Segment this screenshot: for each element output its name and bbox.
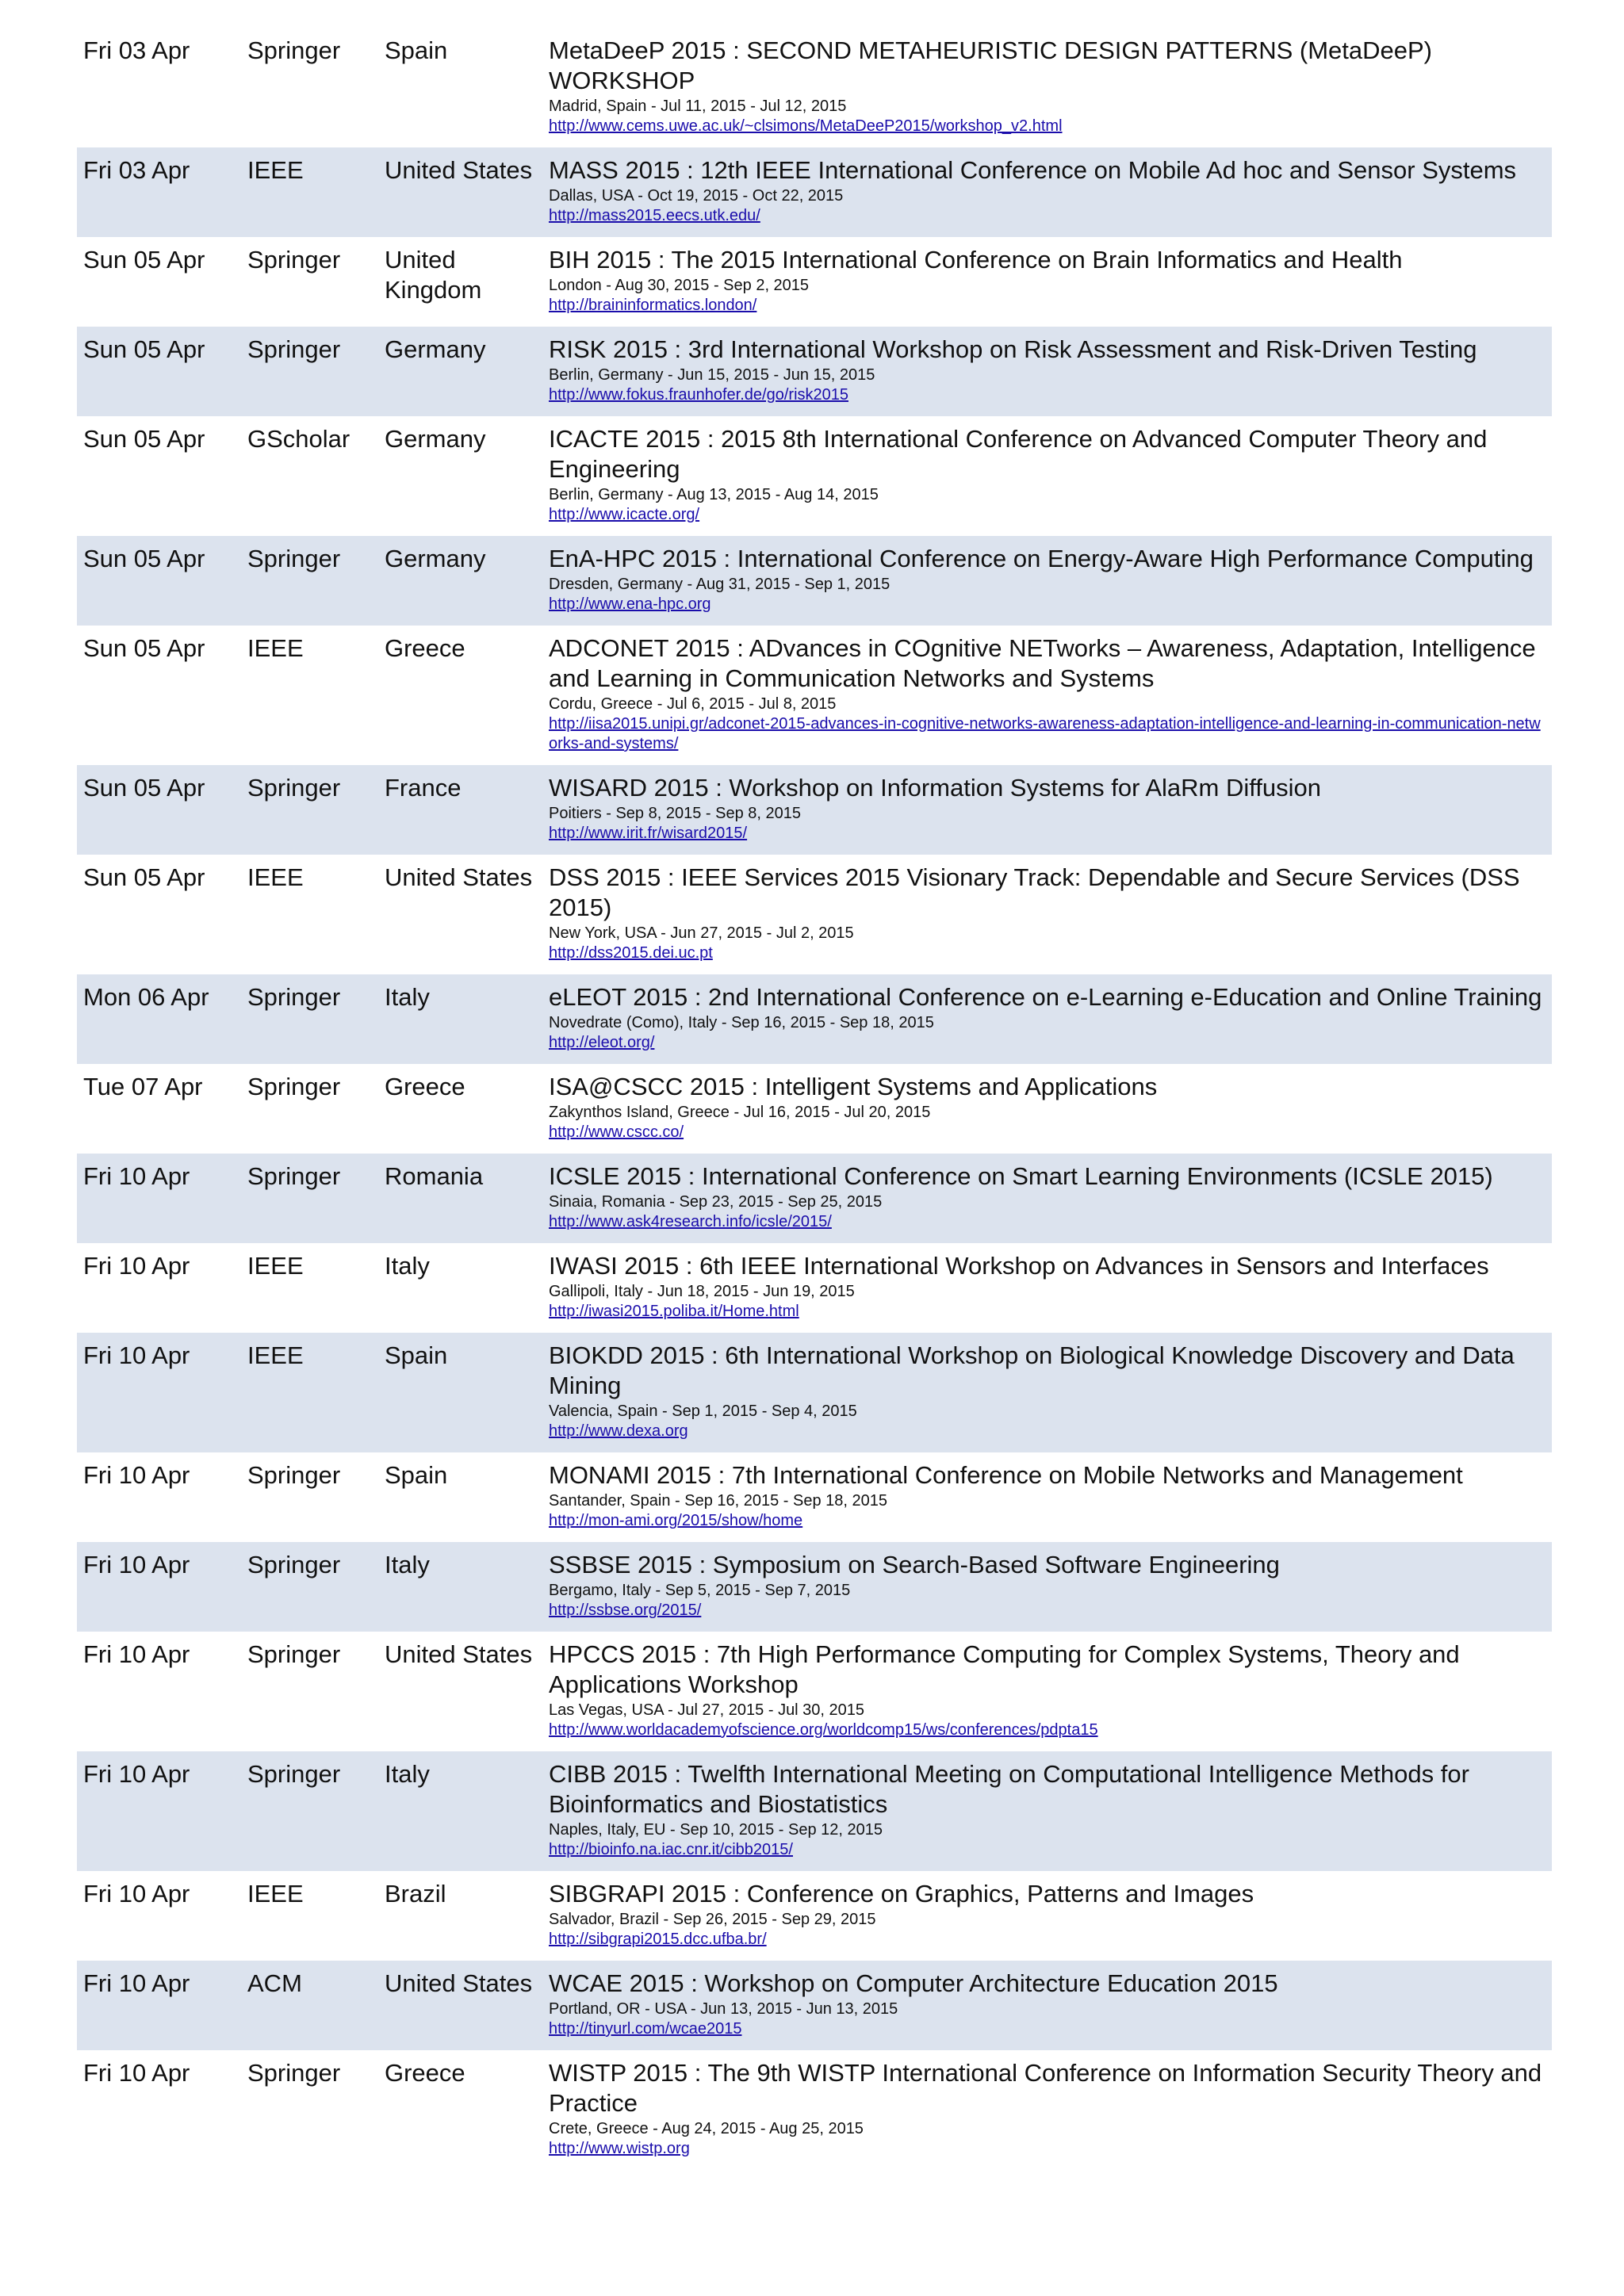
event-cell: [549, 1751, 1552, 1871]
publisher: Springer: [247, 246, 341, 274]
event-location-dates: Cordu, Greece - Jul 6, 2015 - Jul 8, 2015: [549, 695, 837, 713]
event-cell: [549, 237, 1552, 327]
conference-table-body: [77, 28, 1552, 2170]
table-row: [77, 1064, 1552, 1154]
country-cell: [385, 626, 549, 765]
country: United States: [385, 1640, 533, 1668]
country: Italy: [385, 1252, 430, 1280]
country: Italy: [385, 1551, 430, 1578]
deadline-date: Fri 10 Apr: [83, 1341, 190, 1369]
event-location-dates: Crete, Greece - Aug 24, 2015 - Aug 25, 2015: [549, 2120, 864, 2137]
publisher: IEEE: [247, 1880, 304, 1908]
publisher-cell: [247, 626, 385, 765]
event-link[interactable]: http://www.cems.uwe.ac.uk/~clsimons/MetaDeeP2015/workshop_v2.html: [549, 117, 1063, 135]
event-cell: [549, 28, 1552, 147]
country: Italy: [385, 1760, 430, 1788]
publisher: Springer: [247, 36, 341, 64]
event-location-dates: London - Aug 30, 2015 - Sep 2, 2015: [549, 277, 810, 294]
publisher: IEEE: [247, 1252, 304, 1280]
publisher-cell: [247, 416, 385, 536]
event-link[interactable]: http://www.icacte.org/: [549, 506, 700, 523]
event-cell: [549, 1064, 1552, 1154]
publisher-cell: [247, 327, 385, 416]
date-cell: [77, 1154, 247, 1243]
event-location-dates: Bergamo, Italy - Sep 5, 2015 - Sep 7, 2015: [549, 1582, 851, 1599]
date-cell: [77, 147, 247, 237]
event-location-dates: Dallas, USA - Oct 19, 2015 - Oct 22, 2015: [549, 187, 844, 205]
deadline-date: Fri 10 Apr: [83, 1760, 190, 1788]
event-location-dates: Madrid, Spain - Jul 11, 2015 - Jul 12, 2015: [549, 98, 847, 115]
date-cell: [77, 1243, 247, 1333]
publisher: Springer: [247, 545, 341, 572]
event-cell: [549, 147, 1552, 237]
event-title: SSBSE 2015 : Symposium on Search-Based Software Engineering: [549, 1551, 1280, 1578]
table-row: [77, 1243, 1552, 1333]
event-location-dates: Poitiers - Sep 8, 2015 - Sep 8, 2015: [549, 805, 801, 822]
event-link[interactable]: http://www.dexa.org: [549, 1422, 688, 1440]
table-row: [77, 1632, 1552, 1751]
event-link[interactable]: http://www.ena-hpc.org: [549, 595, 711, 613]
event-link[interactable]: http://www.fokus.fraunhofer.de/go/risk2015: [549, 386, 848, 404]
event-cell: [549, 974, 1552, 1064]
date-cell: [77, 765, 247, 855]
publisher: Springer: [247, 1073, 341, 1100]
publisher-cell: [247, 974, 385, 1064]
publisher-cell: [247, 1751, 385, 1871]
country-cell: [385, 147, 549, 237]
event-title: WCAE 2015 : Workshop on Computer Architecture Education 2015: [549, 1969, 1278, 1997]
publisher-cell: [247, 237, 385, 327]
country: United States: [385, 1969, 533, 1997]
deadline-date: Fri 10 Apr: [83, 1640, 190, 1668]
event-cell: [549, 1243, 1552, 1333]
event-cell: [549, 1542, 1552, 1632]
event-cell: [549, 536, 1552, 626]
publisher: Springer: [247, 1162, 341, 1190]
publisher-cell: [247, 1542, 385, 1632]
event-title: WISARD 2015 : Workshop on Information Systems for AlaRm Diffusion: [549, 774, 1322, 802]
country-cell: [385, 1452, 549, 1542]
publisher-cell: [247, 1961, 385, 2050]
event-location-dates: Sinaia, Romania - Sep 23, 2015 - Sep 25, 2015: [549, 1193, 883, 1211]
country: United States: [385, 156, 533, 184]
date-cell: [77, 974, 247, 1064]
deadline-date: Tue 07 Apr: [83, 1073, 203, 1100]
date-cell: [77, 1871, 247, 1961]
table-row: [77, 536, 1552, 626]
country: Germany: [385, 425, 486, 453]
event-link[interactable]: http://mass2015.eecs.utk.edu/: [549, 207, 760, 224]
deadline-date: Fri 10 Apr: [83, 1252, 190, 1280]
publisher: Springer: [247, 335, 341, 363]
table-row: [77, 1751, 1552, 1871]
deadline-date: Sun 05 Apr: [83, 634, 205, 662]
publisher-cell: [247, 536, 385, 626]
publisher-cell: [247, 1154, 385, 1243]
country: Greece: [385, 634, 465, 662]
country-cell: [385, 28, 549, 147]
deadline-date: Sun 05 Apr: [83, 774, 205, 802]
event-link[interactable]: http://iwasi2015.poliba.it/Home.html: [549, 1303, 799, 1320]
country: Brazil: [385, 1880, 446, 1908]
table-row: [77, 855, 1552, 974]
event-location-dates: Portland, OR - USA - Jun 13, 2015 - Jun 13, 2015: [549, 2000, 898, 2018]
event-title: ISA@CSCC 2015 : Intelligent Systems and Applications: [549, 1073, 1158, 1100]
publisher: GScholar: [247, 425, 350, 453]
table-row: [77, 1452, 1552, 1542]
event-title: IWASI 2015 : 6th IEEE International Workshop on Advances in Sensors and Interfaces: [549, 1252, 1489, 1280]
event-cell: [549, 765, 1552, 855]
country: Spain: [385, 1461, 448, 1489]
event-cell: [549, 626, 1552, 765]
event-link[interactable]: http://iisa2015.unipi.gr/adconet-2015-advances-in-cognitive-networks-awareness-adaptation-intelligence-and-learning-in-communication-networks-and-systems/: [549, 715, 1541, 752]
date-cell: [77, 1961, 247, 2050]
event-cell: [549, 855, 1552, 974]
country-cell: [385, 1243, 549, 1333]
publisher: Springer: [247, 1640, 341, 1668]
event-link[interactable]: http://tinyurl.com/wcae2015: [549, 2020, 742, 2038]
event-link[interactable]: http://bioinfo.na.iac.cnr.it/cibb2015/: [549, 1841, 793, 1858]
event-title: eLEOT 2015 : 2nd International Conference on e-Learning e-Education and Online Training: [549, 983, 1542, 1011]
country: France: [385, 774, 462, 802]
table-row: [77, 626, 1552, 765]
country-cell: [385, 1871, 549, 1961]
event-location-dates: Las Vegas, USA - Jul 27, 2015 - Jul 30, 2015: [549, 1701, 865, 1719]
country-cell: [385, 1064, 549, 1154]
event-title: BIOKDD 2015 : 6th International Workshop on Biological Knowledge Discovery and Data Mining: [549, 1341, 1515, 1399]
country: United Kingdom: [385, 246, 482, 304]
country-cell: [385, 416, 549, 536]
date-cell: [77, 2050, 247, 2170]
country: Germany: [385, 335, 486, 363]
date-cell: [77, 416, 247, 536]
event-title: DSS 2015 : IEEE Services 2015 Visionary Track: Dependable and Secure Services (DSS 2015): [549, 863, 1520, 921]
deadline-date: Sun 05 Apr: [83, 335, 205, 363]
table-row: [77, 1333, 1552, 1452]
country: Greece: [385, 1073, 465, 1100]
publisher-cell: [247, 855, 385, 974]
date-cell: [77, 1542, 247, 1632]
deadline-date: Fri 10 Apr: [83, 1461, 190, 1489]
event-link[interactable]: http://ssbse.org/2015/: [549, 1601, 702, 1619]
event-title: SIBGRAPI 2015 : Conference on Graphics, Patterns and Images: [549, 1880, 1254, 1908]
country: Spain: [385, 1341, 448, 1369]
country: Greece: [385, 2059, 465, 2087]
date-cell: [77, 1632, 247, 1751]
publisher: IEEE: [247, 1341, 304, 1369]
date-cell: [77, 1064, 247, 1154]
date-cell: [77, 237, 247, 327]
table-row: [77, 1542, 1552, 1632]
deadline-date: Sun 05 Apr: [83, 246, 205, 274]
conference-table: [77, 28, 1552, 2170]
date-cell: [77, 1452, 247, 1542]
publisher: Springer: [247, 2059, 341, 2087]
event-link[interactable]: http://mon-ami.org/2015/show/home: [549, 1512, 803, 1529]
deadline-date: Fri 10 Apr: [83, 1162, 190, 1190]
event-title: ICSLE 2015 : International Conference on Smart Learning Environments (ICSLE 2015): [549, 1162, 1493, 1190]
event-link[interactable]: http://sibgrapi2015.dcc.ufba.br/: [549, 1931, 767, 1948]
table-row: [77, 147, 1552, 237]
publisher-cell: [247, 1064, 385, 1154]
event-location-dates: Berlin, Germany - Jun 15, 2015 - Jun 15, 2015: [549, 366, 875, 384]
publisher: Springer: [247, 774, 341, 802]
event-location-dates: Zakynthos Island, Greece - Jul 16, 2015 - Jul 20, 2015: [549, 1104, 931, 1121]
country-cell: [385, 765, 549, 855]
event-link[interactable]: http://braininformatics.london/: [549, 297, 757, 314]
event-link[interactable]: http://www.cscc.co/: [549, 1123, 684, 1141]
country-cell: [385, 1632, 549, 1751]
event-cell: [549, 1154, 1552, 1243]
publisher-cell: [247, 2050, 385, 2170]
event-cell: [549, 1333, 1552, 1452]
publisher-cell: [247, 1452, 385, 1542]
event-link[interactable]: http://dss2015.dei.uc.pt: [549, 944, 713, 962]
event-title: ICACTE 2015 : 2015 8th International Conference on Advanced Computer Theory and Engineering: [549, 425, 1488, 483]
event-cell: [549, 1632, 1552, 1751]
country: Romania: [385, 1162, 484, 1190]
event-cell: [549, 1452, 1552, 1542]
publisher: IEEE: [247, 156, 304, 184]
event-location-dates: Berlin, Germany - Aug 13, 2015 - Aug 14, 2015: [549, 486, 879, 503]
event-location-dates: Santander, Spain - Sep 16, 2015 - Sep 18, 2015: [549, 1492, 887, 1510]
deadline-date: Fri 03 Apr: [83, 156, 190, 184]
event-link[interactable]: http://www.ask4research.info/icsle/2015/: [549, 1213, 832, 1230]
deadline-date: Sun 05 Apr: [83, 545, 205, 572]
event-location-dates: Naples, Italy, EU - Sep 10, 2015 - Sep 12, 2015: [549, 1821, 883, 1839]
table-row: [77, 1961, 1552, 2050]
table-row: [77, 237, 1552, 327]
country-cell: [385, 2050, 549, 2170]
event-link[interactable]: http://www.worldacademyofscience.org/worldcomp15/ws/conferences/pdpta15: [549, 1721, 1098, 1739]
event-title: RISK 2015 : 3rd International Workshop on Risk Assessment and Risk-Driven Testing: [549, 335, 1477, 363]
event-link[interactable]: http://www.wistp.org: [549, 2140, 690, 2157]
deadline-date: Fri 10 Apr: [83, 1969, 190, 1997]
table-row: [77, 28, 1552, 147]
event-link[interactable]: http://www.irit.fr/wisard2015/: [549, 825, 748, 842]
date-cell: [77, 327, 247, 416]
publisher: IEEE: [247, 863, 304, 891]
event-title: HPCCS 2015 : 7th High Performance Computing for Complex Systems, Theory and Applications Workshop: [549, 1640, 1460, 1698]
deadline-date: Mon 06 Apr: [83, 983, 209, 1011]
publisher: Springer: [247, 1461, 341, 1489]
country-cell: [385, 1542, 549, 1632]
date-cell: [77, 1333, 247, 1452]
publisher-cell: [247, 1871, 385, 1961]
event-cell: [549, 327, 1552, 416]
event-title: MASS 2015 : 12th IEEE International Conference on Mobile Ad hoc and Sensor Systems: [549, 156, 1517, 184]
date-cell: [77, 626, 247, 765]
event-cell: [549, 1961, 1552, 2050]
publisher-cell: [247, 28, 385, 147]
event-location-dates: Dresden, Germany - Aug 31, 2015 - Sep 1, 2015: [549, 576, 891, 593]
deadline-date: Sun 05 Apr: [83, 425, 205, 453]
date-cell: [77, 1751, 247, 1871]
publisher-cell: [247, 765, 385, 855]
publisher: Springer: [247, 1551, 341, 1578]
publisher: IEEE: [247, 634, 304, 662]
event-title: BIH 2015 : The 2015 International Conference on Brain Informatics and Health: [549, 246, 1403, 274]
event-location-dates: Novedrate (Como), Italy - Sep 16, 2015 - Sep 18, 2015: [549, 1014, 934, 1031]
date-cell: [77, 536, 247, 626]
deadline-date: Sun 05 Apr: [83, 863, 205, 891]
publisher-cell: [247, 1333, 385, 1452]
table-row: [77, 2050, 1552, 2170]
deadline-date: Fri 10 Apr: [83, 1880, 190, 1908]
country-cell: [385, 1751, 549, 1871]
event-title: ADCONET 2015 : ADvances in COgnitive NETworks – Awareness, Adaptation, Intelligence and Learning in Communication Networks and Systems: [549, 634, 1536, 692]
event-title: CIBB 2015 : Twelfth International Meeting on Computational Intelligence Methods for Bioinformatics and Biostatistics: [549, 1760, 1469, 1818]
country: Spain: [385, 36, 448, 64]
country-cell: [385, 1333, 549, 1452]
deadline-date: Fri 03 Apr: [83, 36, 190, 64]
country-cell: [385, 1154, 549, 1243]
event-cell: [549, 2050, 1552, 2170]
publisher: ACM: [247, 1969, 302, 1997]
publisher-cell: [247, 147, 385, 237]
table-row: [77, 974, 1552, 1064]
date-cell: [77, 28, 247, 147]
date-cell: [77, 855, 247, 974]
event-title: MONAMI 2015 : 7th International Conference on Mobile Networks and Management: [549, 1461, 1463, 1489]
country: Germany: [385, 545, 486, 572]
table-row: [77, 327, 1552, 416]
event-title: WISTP 2015 : The 9th WISTP International Conference on Information Security Theory and Practice: [549, 2059, 1542, 2117]
country-cell: [385, 1961, 549, 2050]
event-title: EnA-HPC 2015 : International Conference on Energy-Aware High Performance Computing: [549, 545, 1534, 572]
event-location-dates: New York, USA - Jun 27, 2015 - Jul 2, 2015: [549, 924, 854, 942]
event-link[interactable]: http://eleot.org/: [549, 1034, 655, 1051]
country-cell: [385, 855, 549, 974]
table-row: [77, 1154, 1552, 1243]
deadline-date: Fri 10 Apr: [83, 2059, 190, 2087]
country-cell: [385, 974, 549, 1064]
country-cell: [385, 237, 549, 327]
publisher: Springer: [247, 983, 341, 1011]
table-row: [77, 765, 1552, 855]
publisher-cell: [247, 1243, 385, 1333]
country-cell: [385, 327, 549, 416]
publisher-cell: [247, 1632, 385, 1751]
event-location-dates: Valencia, Spain - Sep 1, 2015 - Sep 4, 2015: [549, 1402, 857, 1420]
country: Italy: [385, 983, 430, 1011]
event-location-dates: Gallipoli, Italy - Jun 18, 2015 - Jun 19, 2015: [549, 1283, 855, 1300]
event-title: MetaDeeP 2015 : SECOND METAHEURISTIC DESIGN PATTERNS (MetaDeeP) WORKSHOP: [549, 36, 1432, 94]
deadline-date: Fri 10 Apr: [83, 1551, 190, 1578]
event-location-dates: Salvador, Brazil - Sep 26, 2015 - Sep 29, 2015: [549, 1911, 876, 1928]
event-cell: [549, 1871, 1552, 1961]
country: United States: [385, 863, 533, 891]
table-row: [77, 1871, 1552, 1961]
country-cell: [385, 536, 549, 626]
event-cell: [549, 416, 1552, 536]
publisher: Springer: [247, 1760, 341, 1788]
table-row: [77, 416, 1552, 536]
